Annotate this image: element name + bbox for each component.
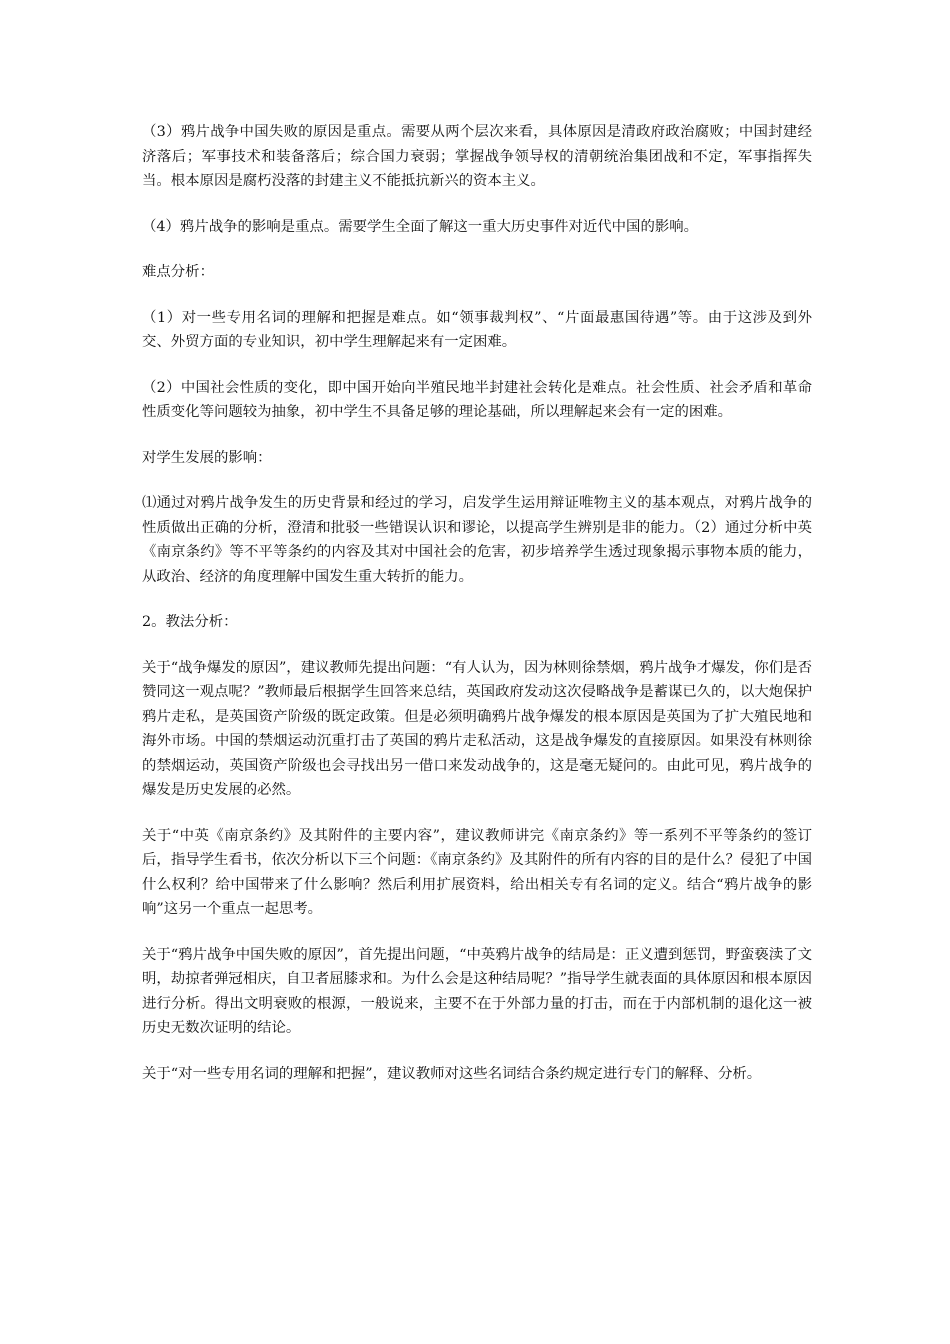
heading-difficulty-analysis: 难点分析： (142, 264, 214, 280)
paragraph-student-development: ⑴通过对鸦片战争发生的历史背景和经过的学习，启发学生运用辩证唯物主义的基本观点，对鸦片战争的性质做出正确的分析，澄清和批驳一些错误认识和谬论，以提高学生辨别是非的能力。（2）通过分析中英《南京条约》等不平等条约的内容及其对中国社会的危害，初步培养学生透过现象揭示事物本质的能力，从政治、经济的角度理解中国发生重大转折的能力。 (142, 495, 812, 585)
document-body (142, 120, 812, 1107)
paragraph-method-terms: 关于“对一些专用名词的理解和把握”，建议教师对这些名词结合条约规定进行专门的解释、分析。 (142, 1065, 762, 1082)
paragraph-method-war-cause: 关于“战争爆发的原因”，建议教师先提出问题：“有人认为，因为林则徐禁烟，鸦片战争才爆发，你们是否赞同这一观点呢？”教师最后根据学生回答来总结，英国政府发动这次侵略战争是蓄谋已久的，以大炮保护鸦片走私，是英国资产阶级的既定政策。但是必须明确鸦片战争爆发的根本原因是英国为了扩大殖民地和海外市场。中国的禁烟运动沉重打击了英国的鸦片走私活动，这是战争爆发的直接原因。如果没有林则徐的禁烟运动，英国资产阶级也会寻找出另一借口来发动战争的，这是毫无疑问的。由此可见，鸦片战争的爆发是历史发展的必然。 (142, 659, 812, 798)
heading-student-development: 对学生发展的影响： (142, 449, 272, 466)
heading-teaching-method: 2。教法分析： (142, 614, 238, 630)
paragraph-war-impact: （4）鸦片战争的影响是重点。需要学生全面了解这一重大历史事件对近代中国的影响。 (142, 218, 699, 235)
paragraph-method-nanjing-treaty: 关于“中英《南京条约》及其附件的主要内容”，建议教师讲完《南京条约》等一系列不平等条约的签订后，指导学生看书，依次分析以下三个问题：《南京条约》及其附件的所有内容的目的是什么？侵犯了中国什么权利？给中国带来了什么影响？然后利用扩展资料，给出相关专有名词的定义。结合“鸦片战争的影响”这另一个重点一起思考。 (142, 827, 812, 917)
paragraph-method-failure: 关于“鸦片战争中国失败的原因”，首先提出问题，“中英鸦片战争的结局是：正义遭到惩罚，野蛮亵渎了文明，劫掠者弹冠相庆，自卫者屈膝求和。为什么会是这种结局呢？”指导学生就表面的具体原因和根本原因进行分析。得出文明衰败的根源，一般说来，主要不在于外部力量的打击，而在于内部机制的退化这一被历史无数次证明的结论。 (142, 946, 812, 1036)
paragraph-difficulty-society: （2）中国社会性质的变化，即中国开始向半殖民地半封建社会转化是难点。社会性质、社会矛盾和革命性质变化等问题较为抽象，初中学生不具备足够的理论基础，所以理解起来会有一定的困难。 (142, 379, 812, 420)
paragraph-difficulty-terms: （1）对一些专用名词的理解和把握是难点。如“领事裁判权”、“片面最惠国待遇”等。由于这涉及到外交、外贸方面的专业知识，初中学生理解起来有一定困难。 (142, 309, 812, 350)
paragraph-failure-reasons: （3）鸦片战争中国失败的原因是重点。需要从两个层次来看，具体原因是清政府政治腐败；中国封建经济落后；军事技术和装备落后；综合国力衰弱；掌握战争领导权的清朝统治集团战和不定，军事指挥失当。根本原因是腐朽没落的封建主义不能抵抗新兴的资本主义。 (142, 124, 812, 189)
